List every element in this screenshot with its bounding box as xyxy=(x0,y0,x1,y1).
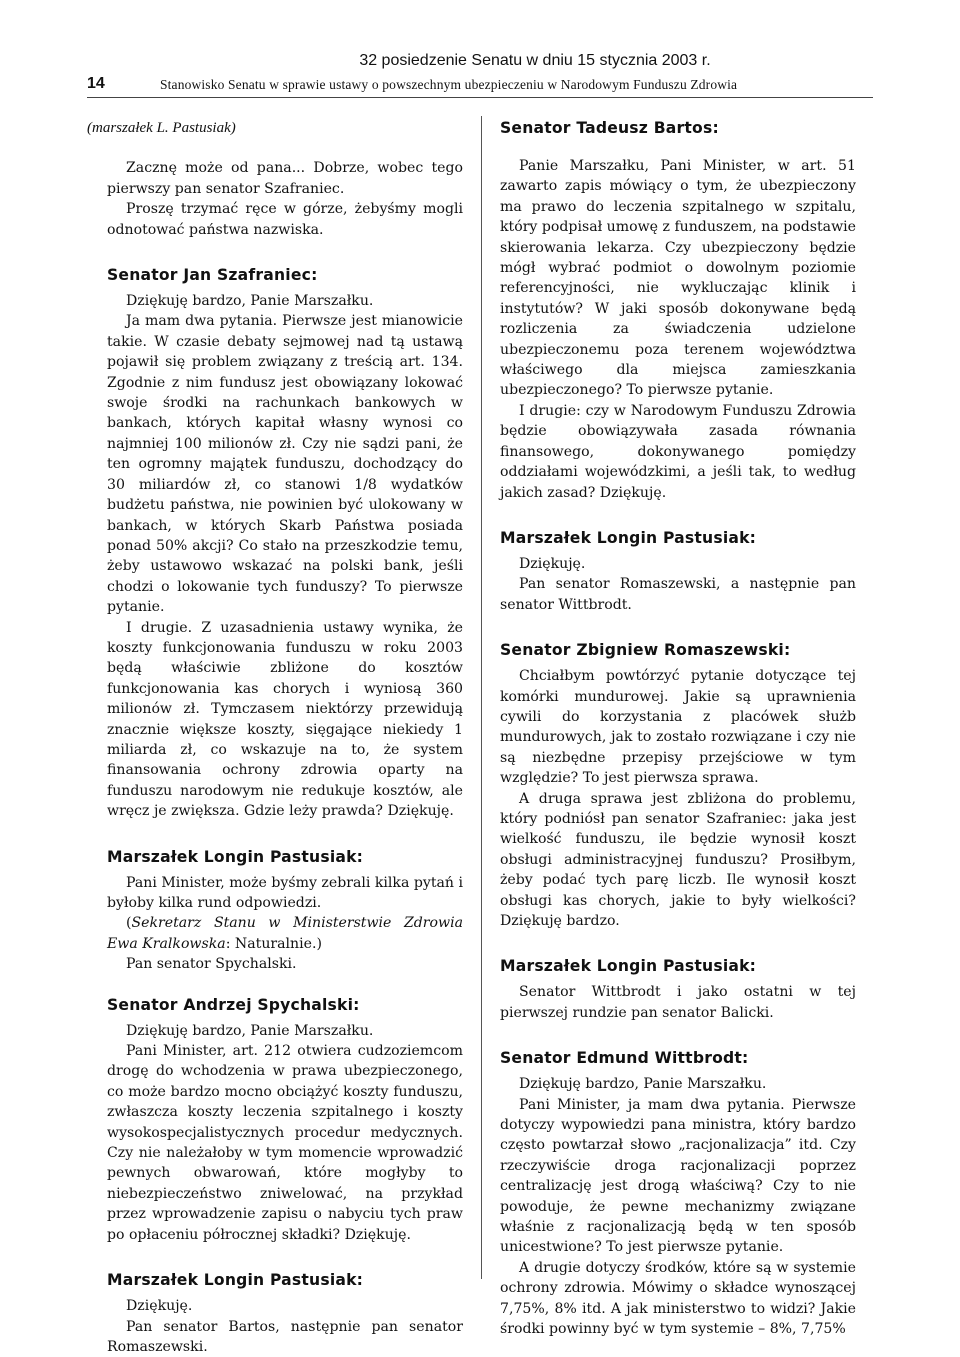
paragraph: I drugie. Z uzasadnienia ustawy wynika, że koszty funkcjonowania funduszu w roku 2003 będą właściwie zbliżone do kosztów funkcjonowania kas chorych i wyniosą 360 milionów zł. Tymczasem niektórzy przewidują znacznie większe koszty, sięgające niekiedy 1 miliarda zł, co wskazuje na to, że system finansowania ochrony zdrowia oparty na funduszu narodowym nie redukuje kosztów, ale wręcz je zwiększa. Gdzie leży prawda? Dziękuję. xyxy=(107,618,463,822)
paragraph: A drugie dotyczy środków, które są w systemie ochrony zdrowia. Mówimy o składce wynoszącej 7,75%, 8% itd. A jak ministerstwo to widzi? Jakie środki powinny być w tym systemie – 8%, 7,75% xyxy=(500,1258,856,1340)
left-column xyxy=(107,118,463,1357)
paragraph: Dziękuję bardzo, Panie Marszałku. xyxy=(107,291,463,311)
right-column xyxy=(500,118,856,1340)
paragraph: Panie Marszałku, Pani Minister, w art. 51 zawarto zapis mówiący o tym, że ubezpieczony ma prawo do leczenia szpitalnego w szpitalu, który podpisał umowę z funduszem, na podstawie skierowania lekarza. Czy ubezpieczony będzie mógł wybrać podmiot o dowolnym poziomie referencyjności, nie wykluczając klinik i instytutów? W jaki sposób dokonywane będą rozliczenia za świadczenia udzielone ubezpieczonemu poza terenem województwa właściwego dla miejsca zamieszkania ubezpieczonego? To pierwsze pytanie. xyxy=(500,156,856,401)
speaker-heading: Senator Andrzej Spychalski: xyxy=(107,995,463,1015)
document-subtitle: Stanowisko Senatu w sprawie ustawy o powszechnym ubezpieczeniu w Narodowym Funduszu Zdrowia xyxy=(160,77,737,93)
paragraph: Dziękuję bardzo, Panie Marszałku. xyxy=(107,1021,463,1041)
paragraph: Dziękuję bardzo, Panie Marszałku. xyxy=(500,1074,856,1094)
speaker-heading: Senator Jan Szafraniec: xyxy=(107,265,463,285)
speaker-heading: Senator Edmund Wittbrodt: xyxy=(500,1048,856,1068)
paragraph: Pan senator Spychalski. xyxy=(107,954,463,974)
stage-direction: (Sekretarz Stanu w Ministerstwie Zdrowia Ewa Kralkowska: Naturalnie.) xyxy=(107,913,463,954)
speaker-mark: (marszałek L. Pastusiak) xyxy=(87,118,443,138)
paragraph: Pani Minister, art. 212 otwiera cudzoziemcom drogę do wchodzenia w prawa ubezpieczonego, co może bardzo mocno obciążyć koszty funduszu, zwłaszcza koszty leczenia szpitalnego i koszty wysokospecjalistycznych procedur medycznych. Czy nie należałoby w tym momencie wprowadzić pewnych obwarowań, które mogłyby to niebezpieczeństwo zniwelować, na przykład przez wprowadzenie zapisu o nabyciu tych praw po opłaceniu półrocznej składki? Dziękuję. xyxy=(107,1041,463,1245)
paragraph: Proszę trzymać ręce w górze, żebyśmy mogli odnotować państwa nazwiska. xyxy=(107,199,463,240)
paragraph: Ja mam dwa pytania. Pierwsze jest mianowicie takie. W czasie debaty sejmowej nad tą ustawą pojawił się problem związany z treścią art. 134. Zgodnie z nim fundusz jest obowiązany lokować swoje środki na rachunkach bankowych w bankach, których kapitał własny wynosi co najmniej 100 milionów zł. Czy nie sądzi pani, że ten ogromny majątek funduszu, dochodzący do 30 miliardów zł, co stanowi 1/8 wydatków budżetu państwa, nie powinien być ulokowany w bankach, w których Skarb Państwa posiada ponad 50% akcji? Co stało na przeszkodzie temu, żeby ustawowo wskazać na polski bank, jeśli chodzi o lokowanie tych funduszy? To pierwsze pytanie. xyxy=(107,311,463,617)
speaker-heading: Senator Tadeusz Bartos: xyxy=(500,118,856,138)
speaker-heading: Marszałek Longin Pastusiak: xyxy=(500,956,856,976)
paragraph: Pani Minister, może byśmy zebrali kilka pytań i byłoby kilka rund odpowiedzi. xyxy=(107,873,463,914)
meeting-title: 32 posiedzenie Senatu w dniu 15 stycznia 2003 r. xyxy=(295,52,775,70)
paragraph: Pan senator Romaszewski, a następnie pan senator Wittbrodt. xyxy=(500,574,856,615)
paragraph: Zacznę może od pana... Dobrze, wobec tego pierwszy pan senator Szafraniec. xyxy=(107,158,463,199)
speaker-heading: Marszałek Longin Pastusiak: xyxy=(107,847,463,867)
paragraph: Dziękuję. xyxy=(500,554,856,574)
paragraph: Pani Minister, ja mam dwa pytania. Pierwsze dotyczy wypowiedzi pana ministra, który bardzo często powtarzał słowo „racjonalizacja” itd. Czy rzeczywiście droga racjonalizacji poprzez centralizację jest drogą właściwą? Czy to nie powoduje, że pewne mechanizmy związane właśnie z racjonalizacją będą w ten sposób unicestwione? To jest pierwsze pytanie. xyxy=(500,1095,856,1258)
speaker-heading: Senator Zbigniew Romaszewski: xyxy=(500,640,856,660)
paragraph: Senator Wittbrodt i jako ostatni w tej pierwszej rundzie pan senator Balicki. xyxy=(500,982,856,1023)
speaker-heading: Marszałek Longin Pastusiak: xyxy=(500,528,856,548)
header-divider xyxy=(87,97,873,98)
paragraph: A druga sprawa jest zbliżona do problemu, który podniósł pan senator Szafraniec: jaka jest wielkość funduszu, ile będzie wynosił koszt obsługi administracyjnej funduszu? Prosiłbym, żeby podać tych parę liczb. Ile wynosił koszt obsługi kas chorych, jakie to były wielkości? Dziękuję bardzo. xyxy=(500,789,856,932)
column-divider xyxy=(481,116,482,1279)
speaker-heading: Marszałek Longin Pastusiak: xyxy=(107,1270,463,1290)
paragraph: I drugie: czy w Narodowym Funduszu Zdrowia będzie obowiązywała zasada równania finansowego, dokonywanego pomiędzy oddziałami wojewódzkimi, a jeśli tak, to według jakich zasad? Dziękuję. xyxy=(500,401,856,503)
paragraph: Chciałbym powtórzyć pytanie dotyczące tej komórki mundurowej. Jakie są uprawnienia cywili do korzystania z placówek służb mundurowych, jak to zostało rozwiązane i czy nie są niezbędne przepisy przejściowe w tym względzie? To jest pierwsza sprawa. xyxy=(500,666,856,788)
speaker-italic-name: Sekretarz Stanu w Ministerstwie Zdrowia Ewa Kralkowska xyxy=(107,915,463,951)
paragraph: Dziękuję. xyxy=(107,1296,463,1316)
paragraph: Pan senator Bartos, następnie pan senator Romaszewski. xyxy=(107,1317,463,1357)
page-number: 14 xyxy=(87,75,105,93)
